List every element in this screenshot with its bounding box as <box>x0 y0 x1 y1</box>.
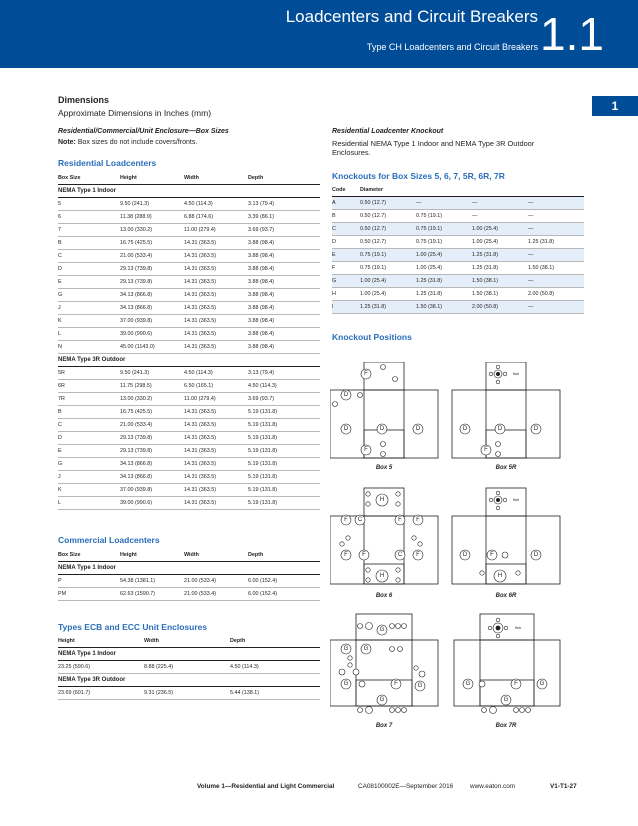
svg-text:D: D <box>343 392 349 398</box>
table-row <box>58 367 320 380</box>
table-cell: 9.31 (236.5) <box>144 687 230 700</box>
table-cell: 3.88 (98.4) <box>248 302 320 315</box>
commercial-title: Commercial Loadcenters <box>58 535 160 545</box>
col-height: Height <box>120 548 184 562</box>
positions-title: Knockout Positions <box>332 332 412 342</box>
table-cell: E <box>58 445 120 458</box>
table-cell: 7R <box>58 393 120 406</box>
svg-text:D: D <box>343 426 349 432</box>
table-header-row <box>332 183 584 197</box>
svg-text:G: G <box>343 681 349 687</box>
table-group-row <box>58 354 320 367</box>
table-row <box>58 263 320 276</box>
group-label: NEMA Type 1 Indoor <box>58 648 320 661</box>
table-cell: 5.19 (131.8) <box>248 497 320 510</box>
commercial-table <box>58 548 320 601</box>
table-row <box>58 198 320 211</box>
section-number: 1.1 <box>540 8 604 60</box>
table-cell: 6R <box>58 380 120 393</box>
table-header-row <box>58 634 320 648</box>
table-cell: 14.31 (363.5) <box>184 250 248 263</box>
table-cell: 0.50 (12.7) <box>360 197 416 210</box>
table-cell: 1.50 (38.1) <box>472 275 528 288</box>
svg-text:F: F <box>344 552 348 558</box>
table-cell: 3.13 (79.4) <box>248 198 320 211</box>
table-cell: J <box>58 302 120 315</box>
col-depth: Depth <box>230 634 320 648</box>
svg-text:H: H <box>497 573 503 579</box>
svg-text:F: F <box>416 552 420 558</box>
table-cell: H <box>332 288 360 301</box>
table-row <box>58 224 320 237</box>
table-cell: 3.88 (98.4) <box>248 328 320 341</box>
table-cell: 14.31 (363.5) <box>184 315 248 328</box>
table-cell: 5R <box>58 367 120 380</box>
box-5r-drawing <box>452 362 560 458</box>
box-7r-drawing <box>454 614 560 714</box>
table-cell: — <box>528 275 584 288</box>
table-cell: 14.31 (363.5) <box>184 445 248 458</box>
table-cell: 23.69 (601.7) <box>58 687 144 700</box>
table-cell: 14.31 (363.5) <box>184 484 248 497</box>
table-cell: 4.50 (114.3) <box>248 380 320 393</box>
svg-text:G: G <box>503 697 509 703</box>
svg-text:D: D <box>462 552 468 558</box>
table-cell: 11.75 (298.5) <box>120 380 184 393</box>
table-cell: 5.19 (131.8) <box>248 406 320 419</box>
table-row <box>58 471 320 484</box>
table-cell: K <box>58 315 120 328</box>
table-cell: 62.63 (1590.7) <box>120 588 184 601</box>
table-cell: — <box>528 197 584 210</box>
table-cell: 39.00 (990.6) <box>120 497 184 510</box>
table-row <box>58 588 320 601</box>
table-row <box>58 406 320 419</box>
table-cell: 3.88 (98.4) <box>248 250 320 263</box>
svg-text:F: F <box>416 517 420 523</box>
table-cell: 14.31 (363.5) <box>184 406 248 419</box>
table-cell: 14.31 (363.5) <box>184 237 248 250</box>
table-cell: 5 <box>58 198 120 211</box>
table-cell: F <box>332 262 360 275</box>
table-cell: 1.50 (38.1) <box>528 262 584 275</box>
table-cell: 14.31 (363.5) <box>184 341 248 354</box>
table-cell: 29.13 (739.8) <box>120 263 184 276</box>
table-cell: E <box>332 249 360 262</box>
table-cell: 14.31 (363.5) <box>184 276 248 289</box>
col-code: Code <box>332 183 360 197</box>
table-row <box>332 275 584 288</box>
table-cell: 6.00 (152.4) <box>248 588 320 601</box>
svg-text:F: F <box>362 552 366 558</box>
table-cell: B <box>332 210 360 223</box>
svg-text:F: F <box>344 517 348 523</box>
box-7r-caption: Box 7R <box>495 723 517 729</box>
table-cell: I <box>332 301 360 314</box>
svg-text:Hub: Hub <box>512 372 520 376</box>
table-cell: 6 <box>58 211 120 224</box>
table-cell: 3.88 (98.4) <box>248 341 320 354</box>
table-cell: 1.25 (31.8) <box>472 262 528 275</box>
knockout-title: Residential Loadcenter Knockout <box>332 128 444 135</box>
box-6-caption: Box 6 <box>375 593 393 599</box>
table-cell: 14.31 (363.5) <box>184 497 248 510</box>
table-cell: C <box>58 250 120 263</box>
table-cell: G <box>332 275 360 288</box>
table-cell: 6.50 (165.1) <box>184 380 248 393</box>
svg-text:D: D <box>533 426 539 432</box>
svg-text:H: H <box>379 573 385 579</box>
table-cell: 1.00 (25.4) <box>360 288 416 301</box>
table-row <box>58 289 320 302</box>
table-cell: 0.50 (12.7) <box>360 236 416 249</box>
table-header-row <box>58 171 320 185</box>
box-7-drawing <box>330 614 438 714</box>
box-6-drawing <box>330 488 438 584</box>
table-cell: PM <box>58 588 120 601</box>
table-cell: 3.69 (93.7) <box>248 393 320 406</box>
footer-volume: Volume 1—Residential and Light Commercial <box>197 783 335 790</box>
table-row <box>58 250 320 263</box>
table-cell: 34.13 (866.8) <box>120 289 184 302</box>
table-row <box>58 211 320 224</box>
table-cell: 13.00 (330.2) <box>120 224 184 237</box>
table-cell: N <box>58 341 120 354</box>
table-cell: — <box>472 197 528 210</box>
table-cell: 0.50 (12.7) <box>360 223 416 236</box>
table-row <box>58 341 320 354</box>
group-label: NEMA Type 3R Outdoor <box>58 674 320 687</box>
table-cell: 29.13 (739.8) <box>120 276 184 289</box>
svg-text:D: D <box>497 426 503 432</box>
table-cell: B <box>58 406 120 419</box>
table-row <box>332 288 584 301</box>
table-row <box>58 497 320 510</box>
svg-text:F: F <box>490 552 494 558</box>
table-cell: 11.38 (288.9) <box>120 211 184 224</box>
table-cell: 5.19 (131.8) <box>248 419 320 432</box>
ecb-table <box>58 634 320 700</box>
svg-text:F: F <box>394 681 398 687</box>
svg-text:G: G <box>343 646 349 652</box>
page-title: Loadcenters and Circuit Breakers <box>285 7 538 26</box>
svg-text:D: D <box>462 426 468 432</box>
table-cell: 1.00 (25.4) <box>472 236 528 249</box>
table-header-row <box>58 548 320 562</box>
col-width: Width <box>184 548 248 562</box>
table-cell: 21.00 (533.4) <box>184 575 248 588</box>
table-cell: 9.50 (241.3) <box>120 367 184 380</box>
enclosure-title: Residential/Commercial/Unit Enclosure—Box Sizes <box>58 128 229 135</box>
table-cell: 39.00 (990.6) <box>120 328 184 341</box>
svg-text:C: C <box>397 552 403 558</box>
table-row <box>58 276 320 289</box>
table-cell: 16.75 (425.5) <box>120 406 184 419</box>
table-cell: 0.75 (19.1) <box>360 249 416 262</box>
table-cell: 14.31 (363.5) <box>184 302 248 315</box>
table-row <box>58 328 320 341</box>
col-width: Width <box>184 171 248 185</box>
table-cell: 9.50 (241.3) <box>120 198 184 211</box>
table-cell: 1.25 (31.8) <box>416 288 472 301</box>
table-row <box>332 197 584 210</box>
table-row <box>332 236 584 249</box>
table-cell: 1.00 (25.4) <box>416 262 472 275</box>
table-cell: 0.75 (19.1) <box>416 236 472 249</box>
enclosure-note <box>58 139 197 146</box>
svg-text:H: H <box>379 497 385 503</box>
table-cell: 21.00 (533.4) <box>120 419 184 432</box>
table-cell: 3.88 (98.4) <box>248 263 320 276</box>
table-cell: 13.00 (330.2) <box>120 393 184 406</box>
table-row <box>58 661 320 674</box>
table-cell: 14.31 (363.5) <box>184 263 248 276</box>
svg-text:Hub: Hub <box>514 626 522 630</box>
table-cell: — <box>472 210 528 223</box>
group-label: NEMA Type 3R Outdoor <box>58 354 320 367</box>
table-cell: 21.00 (533.4) <box>184 588 248 601</box>
table-cell: B <box>58 237 120 250</box>
svg-text:F: F <box>398 517 402 523</box>
table-cell: 14.31 (363.5) <box>184 432 248 445</box>
col-box-size: Box Size <box>58 171 120 185</box>
table-cell: 1.00 (25.4) <box>416 249 472 262</box>
table-cell: 45.00 (1143.0) <box>120 341 184 354</box>
table-row <box>58 419 320 432</box>
box-5r-caption: Box 5R <box>495 465 517 471</box>
box-5-caption: Box 5 <box>375 465 393 471</box>
table-row <box>58 458 320 471</box>
table-cell: 3.88 (98.4) <box>248 237 320 250</box>
table-cell: A <box>332 197 360 210</box>
col-depth: Depth <box>248 548 320 562</box>
page-subtitle: Type CH Loadcenters and Circuit Breakers <box>366 42 538 52</box>
svg-text:D: D <box>379 426 385 432</box>
svg-text:G: G <box>379 697 385 703</box>
table-cell: 34.13 (866.8) <box>120 471 184 484</box>
col-depth: Depth <box>248 171 320 185</box>
table-cell: — <box>528 249 584 262</box>
note-label: Note: <box>58 139 76 146</box>
table-cell: 1.50 (38.1) <box>472 288 528 301</box>
table-cell: — <box>528 210 584 223</box>
table-cell: D <box>58 432 120 445</box>
table-cell: 3.69 (93.7) <box>248 224 320 237</box>
table-row <box>58 484 320 497</box>
table-cell: 7 <box>58 224 120 237</box>
table-cell: 29.13 (739.8) <box>120 432 184 445</box>
table-row <box>58 445 320 458</box>
table-cell: 5.19 (131.8) <box>248 484 320 497</box>
footer-site[interactable]: www.eaton.com <box>470 783 516 790</box>
table-cell: 3.88 (98.4) <box>248 276 320 289</box>
table-cell: 4.50 (114.3) <box>184 198 248 211</box>
svg-text:G: G <box>363 646 369 652</box>
table-row <box>58 687 320 700</box>
table-cell: E <box>58 276 120 289</box>
residential-table <box>58 171 320 510</box>
table-cell: 5.19 (131.8) <box>248 458 320 471</box>
table-row <box>332 262 584 275</box>
table-cell: 1.25 (31.8) <box>528 236 584 249</box>
table-cell: 34.13 (866.8) <box>120 302 184 315</box>
table-cell: 4.50 (114.3) <box>230 661 320 674</box>
table-cell: 3.39 (86.1) <box>248 211 320 224</box>
svg-text:F: F <box>364 371 368 377</box>
table-row <box>58 575 320 588</box>
svg-text:Hub: Hub <box>512 498 520 502</box>
box-6r-caption: Box 6R <box>495 593 517 599</box>
footer-page-number: V1-T1-27 <box>550 783 577 790</box>
svg-text:G: G <box>379 627 385 633</box>
table-cell: 1.25 (31.8) <box>360 301 416 314</box>
knockout-sizes-table <box>332 183 584 314</box>
table-group-row <box>58 562 320 575</box>
table-cell: D <box>58 263 120 276</box>
box-5-drawing <box>330 362 438 458</box>
table-cell: C <box>58 419 120 432</box>
table-cell: 6.88 (174.6) <box>184 211 248 224</box>
svg-text:G: G <box>417 683 423 689</box>
col-width: Width <box>144 634 230 648</box>
table-cell: 2.00 (50.8) <box>528 288 584 301</box>
col-box-size: Box Size <box>58 548 120 562</box>
table-cell: 1.50 (38.1) <box>416 301 472 314</box>
table-cell: — <box>528 301 584 314</box>
svg-text:G: G <box>539 681 545 687</box>
svg-text:D: D <box>533 552 539 558</box>
table-cell: 21.00 (533.4) <box>120 250 184 263</box>
table-cell: 3.88 (98.4) <box>248 315 320 328</box>
table-cell: 0.75 (19.1) <box>360 262 416 275</box>
table-cell: 5.19 (131.8) <box>248 432 320 445</box>
table-cell: 5.19 (131.8) <box>248 445 320 458</box>
ko-sizes-title: Knockouts for Box Sizes 5, 6, 7, 5R, 6R, 7R <box>332 171 505 181</box>
knockout-positions-diagram <box>330 362 598 734</box>
col-height: Height <box>58 634 144 648</box>
table-cell: 16.75 (425.5) <box>120 237 184 250</box>
table-cell: 0.75 (19.1) <box>416 210 472 223</box>
note-text: Box sizes do not include covers/fronts. <box>77 139 198 146</box>
box-7-caption: Box 7 <box>375 723 393 729</box>
table-row <box>58 302 320 315</box>
table-cell: L <box>58 328 120 341</box>
table-cell: 0.75 (19.1) <box>416 223 472 236</box>
table-cell: 14.31 (363.5) <box>184 289 248 302</box>
table-cell: 5.19 (131.8) <box>248 471 320 484</box>
table-cell: 1.00 (25.4) <box>472 223 528 236</box>
table-cell: 4.50 (114.3) <box>184 367 248 380</box>
dimensions-subheading: Approximate Dimensions in Inches (mm) <box>58 108 212 118</box>
table-row <box>58 237 320 250</box>
box-6r-drawing <box>452 488 560 584</box>
table-cell: 14.31 (363.5) <box>184 471 248 484</box>
knockout-text: Residential NEMA Type 1 Indoor and NEMA Type 3R Outdoor Enclosures. <box>332 139 535 157</box>
table-row <box>58 315 320 328</box>
table-cell: L <box>58 497 120 510</box>
table-cell: 14.31 (363.5) <box>184 458 248 471</box>
table-cell: 0.50 (12.7) <box>360 210 416 223</box>
table-cell: 37.00 (939.8) <box>120 484 184 497</box>
table-cell: — <box>416 197 472 210</box>
table-cell: 8.88 (225.4) <box>144 661 230 674</box>
table-cell: 37.00 (939.8) <box>120 315 184 328</box>
table-cell: K <box>58 484 120 497</box>
svg-text:F: F <box>484 447 488 453</box>
col-diameter: Diameter <box>360 183 416 197</box>
table-cell: 3.13 (79.4) <box>248 367 320 380</box>
ecb-title: Types ECB and ECC Unit Enclosures <box>58 622 208 632</box>
table-cell: C <box>332 223 360 236</box>
svg-text:G: G <box>465 681 471 687</box>
table-cell: 34.13 (866.8) <box>120 458 184 471</box>
table-cell: 5.44 (138.1) <box>230 687 320 700</box>
table-cell: 11.00 (279.4) <box>184 224 248 237</box>
dimensions-heading: Dimensions <box>58 95 110 105</box>
table-row <box>332 210 584 223</box>
table-row <box>332 223 584 236</box>
table-cell: D <box>332 236 360 249</box>
table-cell: G <box>58 289 120 302</box>
footer-doc: CA08100002E—September 2016 <box>358 783 454 790</box>
table-row <box>58 393 320 406</box>
table-cell: 1.25 (31.8) <box>472 249 528 262</box>
svg-text:C: C <box>357 517 363 523</box>
table-cell: 2.00 (50.8) <box>472 301 528 314</box>
table-cell: 29.13 (739.8) <box>120 445 184 458</box>
table-cell: 1.00 (25.4) <box>360 275 416 288</box>
svg-text:D: D <box>415 426 421 432</box>
table-row <box>58 380 320 393</box>
residential-title: Residential Loadcenters <box>58 158 157 168</box>
table-row <box>332 249 584 262</box>
table-cell: 1.25 (31.8) <box>416 275 472 288</box>
table-cell: P <box>58 575 120 588</box>
table-cell: 23.25 (590.6) <box>58 661 144 674</box>
table-cell: 54.38 (1381.1) <box>120 575 184 588</box>
svg-text:F: F <box>364 447 368 453</box>
table-row <box>58 432 320 445</box>
group-label: NEMA Type 1 Indoor <box>58 562 320 575</box>
table-cell: 11.00 (279.4) <box>184 393 248 406</box>
table-cell: 14.31 (363.5) <box>184 328 248 341</box>
table-group-row <box>58 185 320 198</box>
col-height: Height <box>120 171 184 185</box>
table-cell: G <box>58 458 120 471</box>
table-cell: 3.88 (98.4) <box>248 289 320 302</box>
table-group-row <box>58 674 320 687</box>
table-cell: 6.00 (152.4) <box>248 575 320 588</box>
svg-text:F: F <box>514 681 518 687</box>
table-cell: — <box>528 223 584 236</box>
table-cell: 14.31 (363.5) <box>184 419 248 432</box>
table-cell: J <box>58 471 120 484</box>
group-label: NEMA Type 1 Indoor <box>58 185 320 198</box>
table-row <box>332 301 584 314</box>
table-group-row <box>58 648 320 661</box>
section-tab: 1 <box>592 96 638 116</box>
